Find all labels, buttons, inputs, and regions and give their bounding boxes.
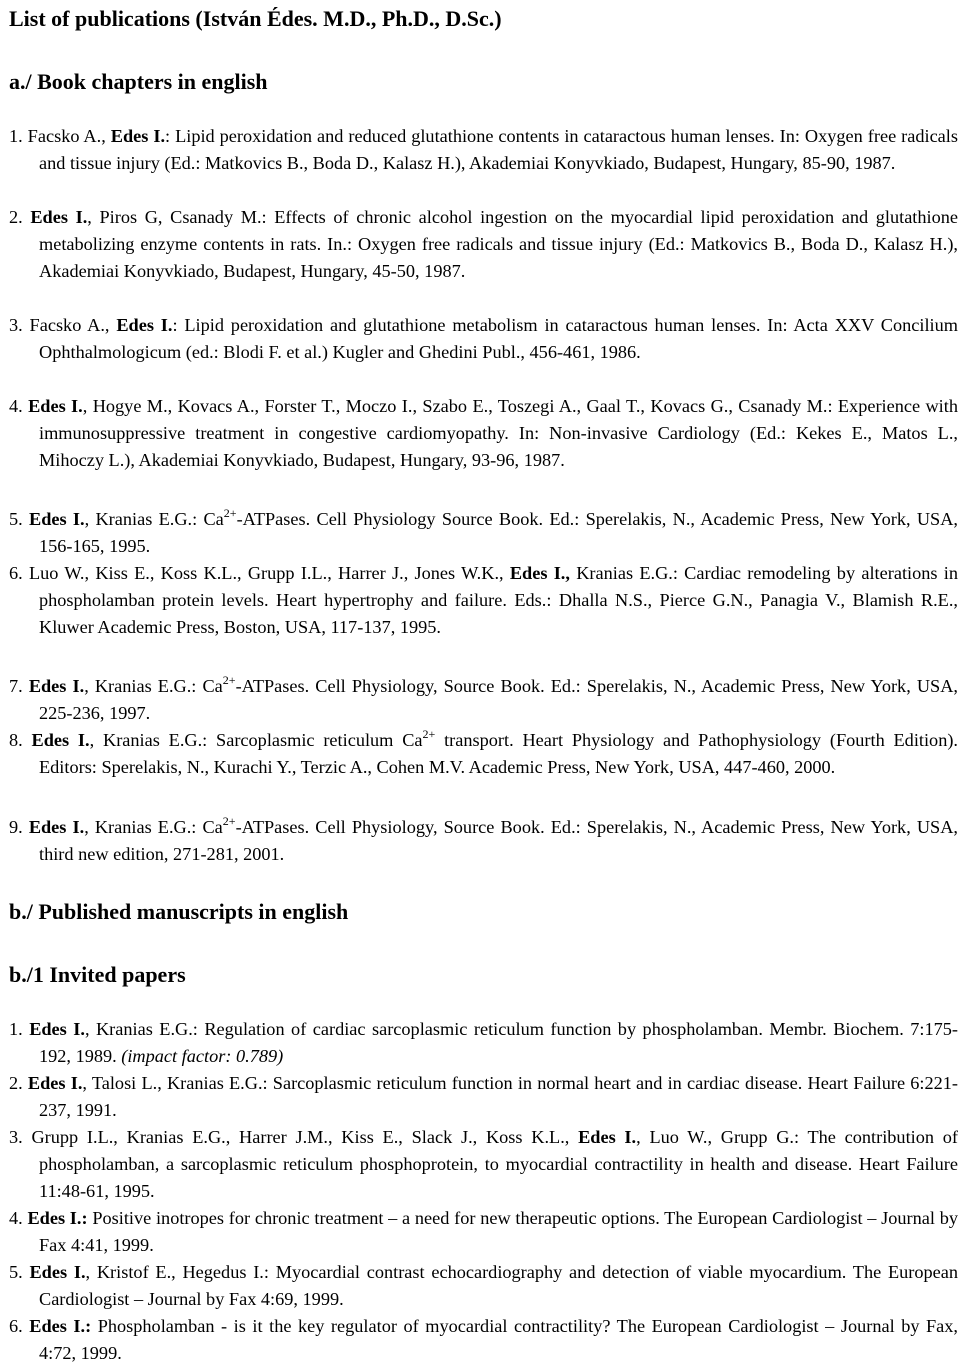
author-name-bold: Edes I.: [29, 509, 85, 529]
author-name-bold: Edes I.: [27, 1073, 83, 1093]
book-chapter-entry: 3. Facsko A., Edes I.: Lipid peroxidation and glutathione metabolism in cataractous human lenses. In: Acta XXV Concilium Ophthalmologicum (ed.: Blodi F. et al.) Kugler and Ghedini Publ., 456-461, 1986.: [9, 315, 958, 362]
superscript: 2+: [422, 727, 436, 741]
invited-paper-entry: 2. Edes I., Talosi L., Kranias E.G.: Sarcoplasmic reticulum function in normal heart and in cardiac disease. Heart Failure 6:221-237, 1991.: [9, 1073, 959, 1120]
author-name-bold: Edes I.: [116, 315, 173, 335]
section-heading-invited-papers: b./1 Invited papers: [9, 962, 186, 987]
book-chapter-entry: 2. Edes I., Piros G, Csanady M.: Effects of chronic alcohol ingestion on the myocardial lipid peroxidation and glutathione metabolizing enzyme contents in rats. In.: Oxygen free radicals and tissue injury (Ed.: Matkovics B., Boda D., Kalasz H.), Akademiai Konyvkiado, Budapest, Hungary, 45-50, 1987.: [9, 207, 959, 281]
book-chapter-entry: 5. Edes I., Kranias E.G.: $Ca^{2+}$-ATPases. Cell Physiology Source Book. Ed.: Sperelakis, N., Academic Press, New York, USA, 156-165, 1995.: [9, 506, 958, 556]
book-chapter-entry: 6. Luo W., Kiss E., Koss K.L., Grupp I.L., Harrer J., Jones W.K., Edes I., Kranias E.G.: Cardiac remodeling by alterations in phospholamban protein levels. Heart hypertrophy and failure. Eds.: Dhalla N.S., Pierce G.N., Panagia V., Blamish R.E., Kluwer Academic Press, Boston, USA, 117-137, 1995.: [9, 563, 958, 637]
invited-paper-entry: 4. Edes I.: Positive inotropes for chronic treatment – a need for new therapeutic options. The European Cardiologist – Journal by Fax 4:41, 1999.: [9, 1208, 959, 1255]
superscript: 2+: [222, 814, 236, 828]
author-name-bold: Edes I.:: [27, 1208, 88, 1228]
book-chapter-entry: 7. Edes I., Kranias E.G.: $Ca^{2+}$-ATPases. Cell Physiology, Source Book. Ed.: Sperelakis, N., Academic Press, New York, USA, 225-236, 1997.: [9, 673, 958, 723]
author-name-bold: Edes I.: [29, 1019, 85, 1039]
author-name-bold: Edes I.: [28, 676, 85, 696]
author-name-bold: Edes I.: [578, 1127, 637, 1147]
author-name-bold: Edes I.: [110, 126, 166, 146]
author-name-bold: Edes I.: [29, 1262, 86, 1282]
invited-paper-entry: 5. Edes I., Kristof E., Hegedus I.: Myocardial contrast echocardiography and detection of viable myocardium. The European Cardiologist – Journal by Fax 4:69, 1999.: [9, 1262, 959, 1309]
section-heading-published-manuscripts: b./ Published manuscripts in english: [9, 899, 349, 924]
book-chapter-entry: 9. Edes I., Kranias E.G.: $Ca^{2+}$-ATPases. Cell Physiology, Source Book. Ed.: Sperelakis, N., Academic Press, New York, USA, third new edition, 271-281, 2001.: [9, 814, 958, 864]
author-name-bold: Edes I.: [31, 730, 90, 750]
book-chapter-entry: 1. Facsko A., Edes I.: Lipid peroxidation and reduced glutathione contents in cataractous human lenses. In: Oxygen free radicals and tissue injury (Ed.: Matkovics B., Boda D., Kalasz H.), Akademiai Konyvkiado, Budapest, Hungary, 85-90, 1987.: [9, 126, 958, 173]
document-title: List of publications (István Édes. M.D., Ph.D., D.Sc.): [9, 6, 502, 31]
book-chapter-entry: 8. Edes I., Kranias E.G.: Sarcoplasmic reticulum $Ca^{2+}$ transport. Heart Physiology and Pathophysiology (Fourth Edition). Editors: Sperelakis, N., Kurachi Y., Terzic A., Cohen M.V. Academic Press, New York, USA, 447-460, 2000.: [9, 727, 958, 777]
superscript: 2+: [223, 506, 237, 520]
invited-paper-entry: 3. Grupp I.L., Kranias E.G., Harrer J.M., Kiss E., Slack J., Koss K.L., Edes I., Luo W., Grupp G.: The contribution of phospholamban, a sarcoplasmic reticulum phosphoprotein, to myocardial contractility in health and disease. Heart Failure 11:48-61, 1995.: [9, 1127, 958, 1201]
author-name-bold: Edes I.:: [29, 1316, 92, 1336]
author-name-bold: Edes I.: [28, 396, 83, 416]
author-name-bold: Edes I.,: [509, 563, 570, 583]
book-chapter-entry: 4. Edes I., Hogye M., Kovacs A., Forster T., Moczo I., Szabo E., Toszegi A., Gaal T., Kovacs G., Csanady M.: Experience with immunosuppressive treatment in congestive cardiomyopathy. In: Non-invasive Cardiology (Ed.: Kekes E., Matos L., Mihoczy L.), Akademiai Konyvkiado, Budapest, Hungary, 93-96, 1987.: [9, 396, 958, 470]
section-heading-book-chapters: a./ Book chapters in english: [9, 69, 268, 94]
invited-paper-entry: 6. Edes I.: Phospholamban - is it the key regulator of myocardial contractility? The European Cardiologist – Journal by Fax, 4:72, 1999.: [9, 1316, 959, 1363]
invited-paper-entry: 1. Edes I., Kranias E.G.: Regulation of cardiac sarcoplasmic reticulum function by phospholamban. Membr. Biochem. 7:175-192, 1989. (impact factor: 0.789): [9, 1019, 958, 1066]
author-name-bold: Edes I.: [28, 817, 85, 837]
superscript: 2+: [222, 673, 236, 687]
impact-factor-note: (impact factor: 0.789): [121, 1046, 284, 1066]
author-name-bold: Edes I.: [30, 207, 88, 227]
